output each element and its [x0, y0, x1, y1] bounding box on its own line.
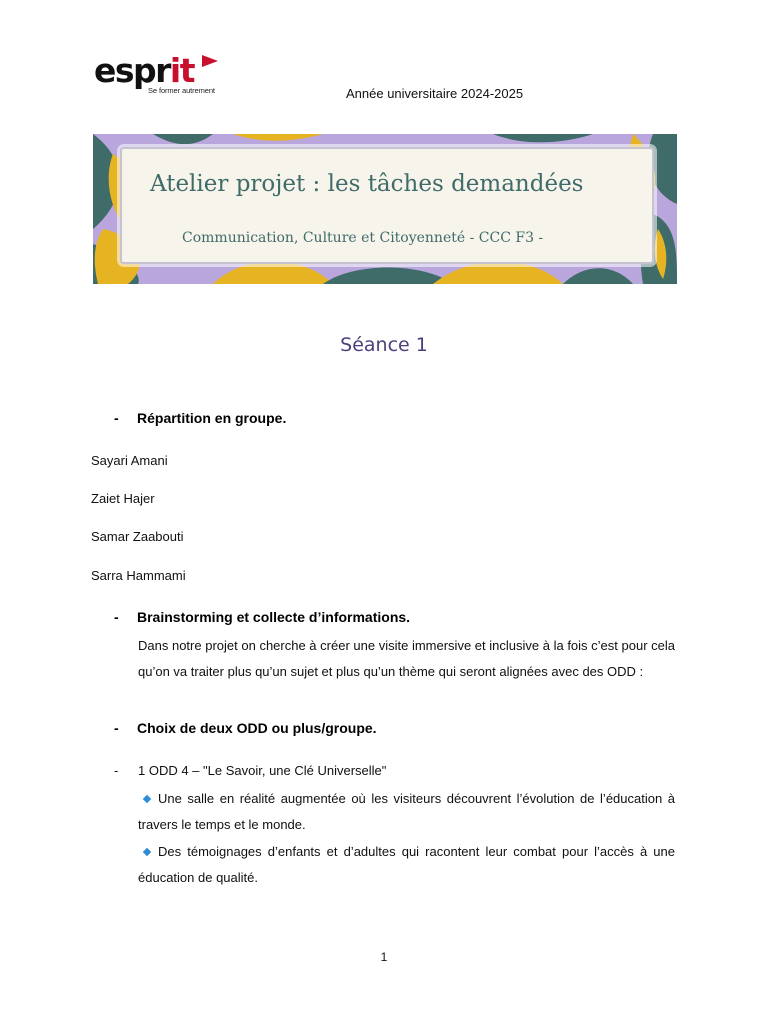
academic-year: Année universitaire 2024-2025: [346, 86, 524, 101]
diamond-bullet-icon: [143, 795, 151, 803]
esprit-logo: [94, 52, 224, 98]
section-title: Séance 1: [340, 334, 428, 356]
logo-tagline: Se former autrement: [148, 86, 215, 95]
odd-item: - 1 ODD 4 – "Le Savoir, une Clé Universelle": [114, 763, 387, 778]
member-name: Sayari Amani: [91, 453, 168, 468]
intro-paragraph: Dans notre projet on cherche à créer une visite immersive et inclusive à la fois c’est pour cela qu’on va traiter plus qu’un sujet et plus qu’un thème qui seront alignées avec des ODD :: [138, 638, 675, 679]
banner-title: Atelier projet : les tâches demandées: [150, 171, 584, 197]
logo-wordmark: esprit: [94, 51, 195, 90]
heading-odd-choice: - Choix de deux ODD ou plus/groupe.: [114, 720, 377, 736]
logo-flag-icon: [202, 55, 220, 67]
page-number: 1: [380, 950, 388, 964]
title-banner: [93, 134, 677, 284]
banner-subtitle: Communication, Culture et Citoyenneté - CCC F3 -: [182, 230, 544, 246]
member-name: Zaiet Hajer: [91, 491, 155, 506]
member-name: Sarra Hammami: [91, 568, 186, 583]
odd-point: Des témoignages d’enfants et d’adultes qui racontent leur combat pour l’accès à une éducation de qualité.: [138, 844, 675, 885]
heading-group-split: - Répartition en groupe.: [114, 410, 287, 426]
banner-card: [120, 147, 654, 264]
diamond-bullet-icon: [143, 848, 151, 856]
odd-point: Une salle en réalité augmentée où les visiteurs découvrent l’évolution de l’éducation à travers le temps et le monde.: [138, 791, 675, 832]
heading-brainstorming: - Brainstorming et collecte d’informations.: [114, 609, 411, 625]
member-name: Samar Zaabouti: [91, 529, 184, 544]
